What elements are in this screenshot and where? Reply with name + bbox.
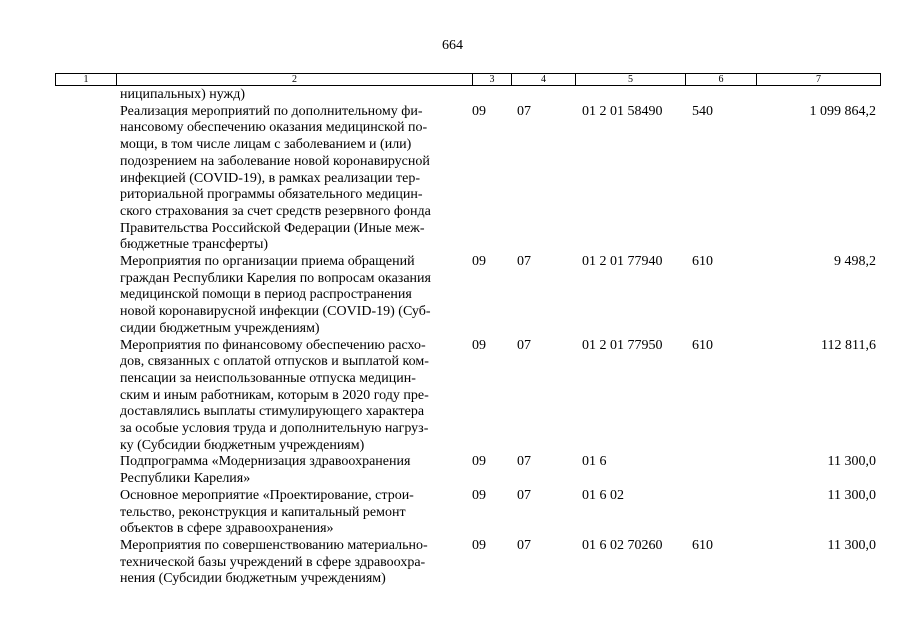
row-description: Реализация мероприятий по дополнительному фи- нансовому обеспечению оказания медицинской по- мощи, в том числе лицам с заболеванием и (или) подозрением на заболевание новой коронавирусной инфекцией (COVID-19), в рамках реализации тер- риториальной программы обязательного медицин- ского страхования за счет средств резервного фонда Правительства Российской Федерации (Иные меж- бюджетные трансферты): [120, 103, 431, 253]
column-header-6: 6: [686, 74, 757, 86]
row-section-code: 09: [472, 537, 486, 553]
row-subsection-code: 07: [517, 254, 531, 270]
table-row: [0, 104, 905, 254]
page-number: 664: [442, 38, 463, 53]
row-subsection-code: 07: [517, 454, 531, 470]
row-target-article-code: 01 6 02 70260: [582, 537, 663, 553]
row-amount: 11 300,0: [827, 487, 876, 503]
column-header-2: 2: [117, 74, 473, 86]
row-description: ниципальных) нужд): [120, 87, 245, 102]
table-row: [0, 488, 905, 538]
row-description: Мероприятия по организации приема обращений граждан Республики Карелия по вопросам оказания медицинской помощи в период распространения новой коронавирусной инфекции (COVID-19) (Суб- сидии бюджетным учреждениям): [120, 254, 431, 336]
column-header-7: 7: [757, 74, 881, 86]
column-number-header: [55, 73, 881, 86]
column-header-3: 3: [473, 74, 512, 86]
row-expense-type-code: 610: [692, 337, 713, 353]
column-header-1: 1: [56, 74, 117, 86]
column-header-5: 5: [576, 74, 686, 86]
row-subsection-code: 07: [517, 537, 531, 553]
row-amount: 11 300,0: [827, 537, 876, 553]
row-description: Подпрограмма «Модернизация здравоохранения Республики Карелия»: [120, 454, 411, 487]
row-amount: 9 498,2: [834, 254, 876, 270]
row-amount: 1 099 864,2: [809, 103, 876, 119]
row-description: Мероприятия по совершенствованию материально- технической базы учреждений в сфере здравоохра- нения (Субсидии бюджетным учреждениям): [120, 537, 428, 587]
budget-table-body: [0, 87, 905, 588]
row-description: Основное мероприятие «Проектирование, строи- тельство, реконструкция и капитальный ремонт объектов в сфере здравоохранения»: [120, 487, 414, 537]
table-row: [0, 538, 905, 588]
row-section-code: 09: [472, 337, 486, 353]
row-expense-type-code: 610: [692, 537, 713, 553]
row-section-code: 09: [472, 454, 486, 470]
column-header-4: 4: [512, 74, 576, 86]
row-target-article-code: 01 2 01 77950: [582, 337, 663, 353]
row-section-code: 09: [472, 254, 486, 270]
row-target-article-code: 01 2 01 77940: [582, 254, 663, 270]
table-row: [0, 338, 905, 455]
table-row: [0, 254, 905, 338]
row-subsection-code: 07: [517, 103, 531, 119]
row-target-article-code: 01 6 02: [582, 487, 624, 503]
row-section-code: 09: [472, 103, 486, 119]
row-description: Мероприятия по финансовому обеспечению расхо- дов, связанных с оплатой отпусков и выплатой ком- пенсации за неиспользованные отпуска медицин- ским и иным работникам, которым в 2020 году пре- доставлялись выплаты стимулирующего характера за особые условия труда и дополнительную нагруз- ку (Субсидии бюджетным учреждениям): [120, 337, 429, 453]
table-row-continuation: [0, 87, 905, 104]
row-subsection-code: 07: [517, 337, 531, 353]
row-target-article-code: 01 6: [582, 454, 607, 470]
row-expense-type-code: 540: [692, 103, 713, 119]
row-amount: 112 811,6: [821, 337, 876, 353]
table-row: [0, 454, 905, 487]
row-amount: 11 300,0: [827, 454, 876, 470]
row-expense-type-code: 610: [692, 254, 713, 270]
row-subsection-code: 07: [517, 487, 531, 503]
row-section-code: 09: [472, 487, 486, 503]
row-target-article-code: 01 2 01 58490: [582, 103, 663, 119]
